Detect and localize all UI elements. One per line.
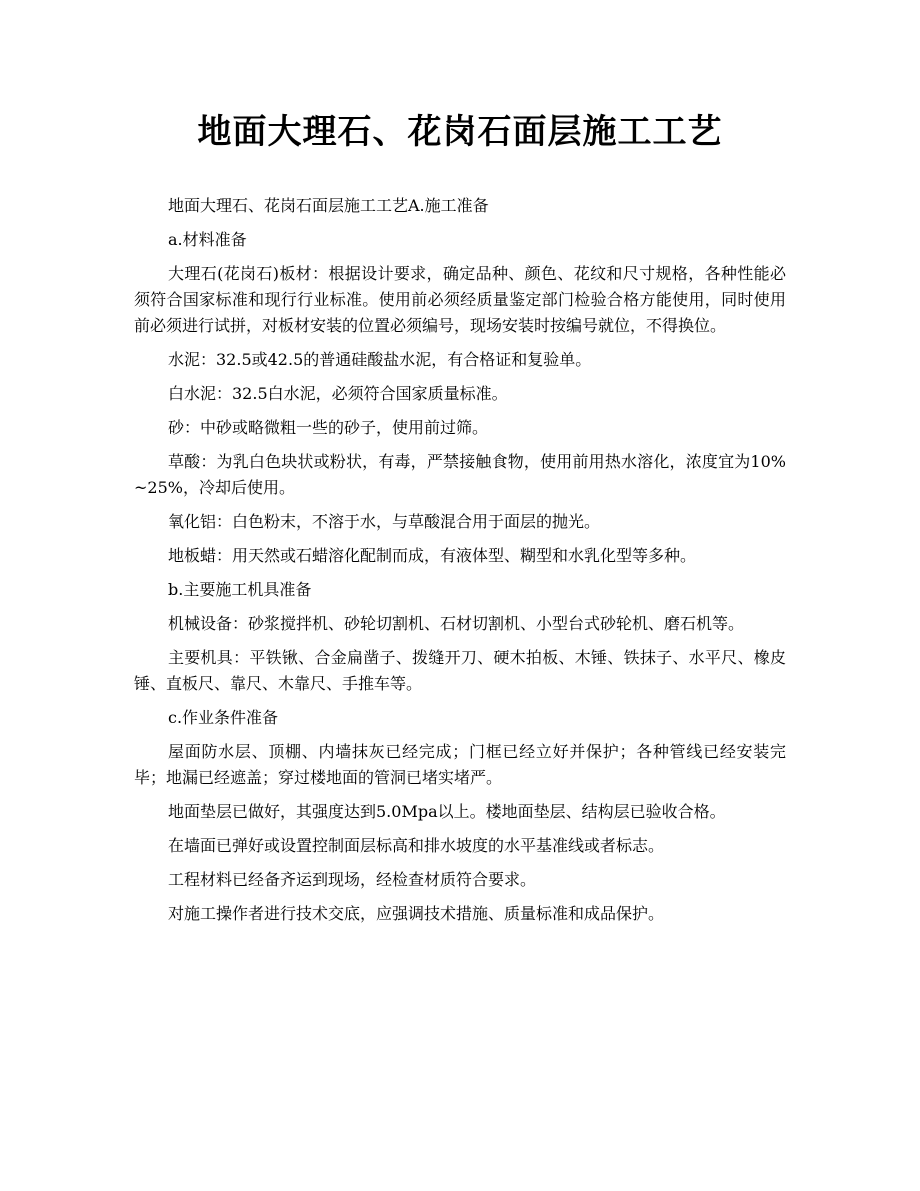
paragraph-floor-wax: 地板蜡：用天然或石蜡溶化配制而成，有液体型、糊型和水乳化型等多种。 xyxy=(168,546,697,565)
document-title: 地面大理石、花岗石面层施工工艺 xyxy=(197,112,723,152)
paragraph-technical-briefing: 对施工操作者进行技术交底，应强调技术措施、质量标准和成品保护。 xyxy=(168,904,665,923)
document-body xyxy=(134,193,786,935)
paragraph-level-lines: 在墙面已弹好或设置控制面层标高和排水坡度的水平基准线或者标志。 xyxy=(168,836,665,855)
paragraph-intro: 地面大理石、花岗石面层施工工艺A.施工准备 xyxy=(168,196,489,215)
paragraph-sand: 砂：中砂或略微粗一些的砂子，使用前过筛。 xyxy=(168,418,489,437)
paragraph-machinery: 机械设备：砂浆搅拌机、砂轮切割机、石材切割机、小型台式砂轮机、磨石机等。 xyxy=(168,614,745,633)
paragraph-cement: 水泥：32.5或42.5的普通硅酸盐水泥，有合格证和复验单。 xyxy=(168,350,592,369)
section-heading-conditions: c.作业条件准备 xyxy=(168,708,279,727)
section-heading-tools: b.主要施工机具准备 xyxy=(168,580,312,599)
paragraph-prior-works: 屋面防水层、顶棚、内墙抹灰已经完成；门框已经立好并保护；各种管线已经安装完毕；地漏已经遮盖；穿过楼地面的管洞已堵实堵严。 xyxy=(134,742,786,787)
paragraph-marble-slabs: 大理石(花岗石)板材：根据设计要求，确定品种、颜色、花纹和尺寸规格，各种性能必须符合国家标准和现行行业标准。使用前必须经质量鉴定部门检验合格方能使用，同时使用前必须进行试拼，对板材安装的位置必须编号，现场安装时按编号就位，不得换位。 xyxy=(134,264,786,335)
paragraph-base-layer: 地面垫层已做好，其强度达到5.0Mpa以上。楼地面垫层、结构层已验收合格。 xyxy=(168,802,726,821)
paragraph-hand-tools: 主要机具：平铁锹、合金扁凿子、拨缝开刀、硬木拍板、木锤、铁抹子、水平尺、橡皮锤、直板尺、靠尺、木靠尺、手推车等。 xyxy=(134,648,786,693)
paragraph-oxalic-acid: 草酸：为乳白色块状或粉状，有毒，严禁接触食物，使用前用热水溶化，浓度宜为10%~25%，冷却后使用。 xyxy=(134,452,786,497)
paragraph-materials-ready: 工程材料已经备齐运到现场，经检查材质符合要求。 xyxy=(168,870,537,889)
section-heading-materials: a.材料准备 xyxy=(168,230,247,249)
paragraph-alumina: 氧化铝：白色粉末，不溶于水，与草酸混合用于面层的抛光。 xyxy=(168,512,601,531)
paragraph-white-cement: 白水泥：32.5白水泥，必须符合国家质量标准。 xyxy=(168,384,508,403)
